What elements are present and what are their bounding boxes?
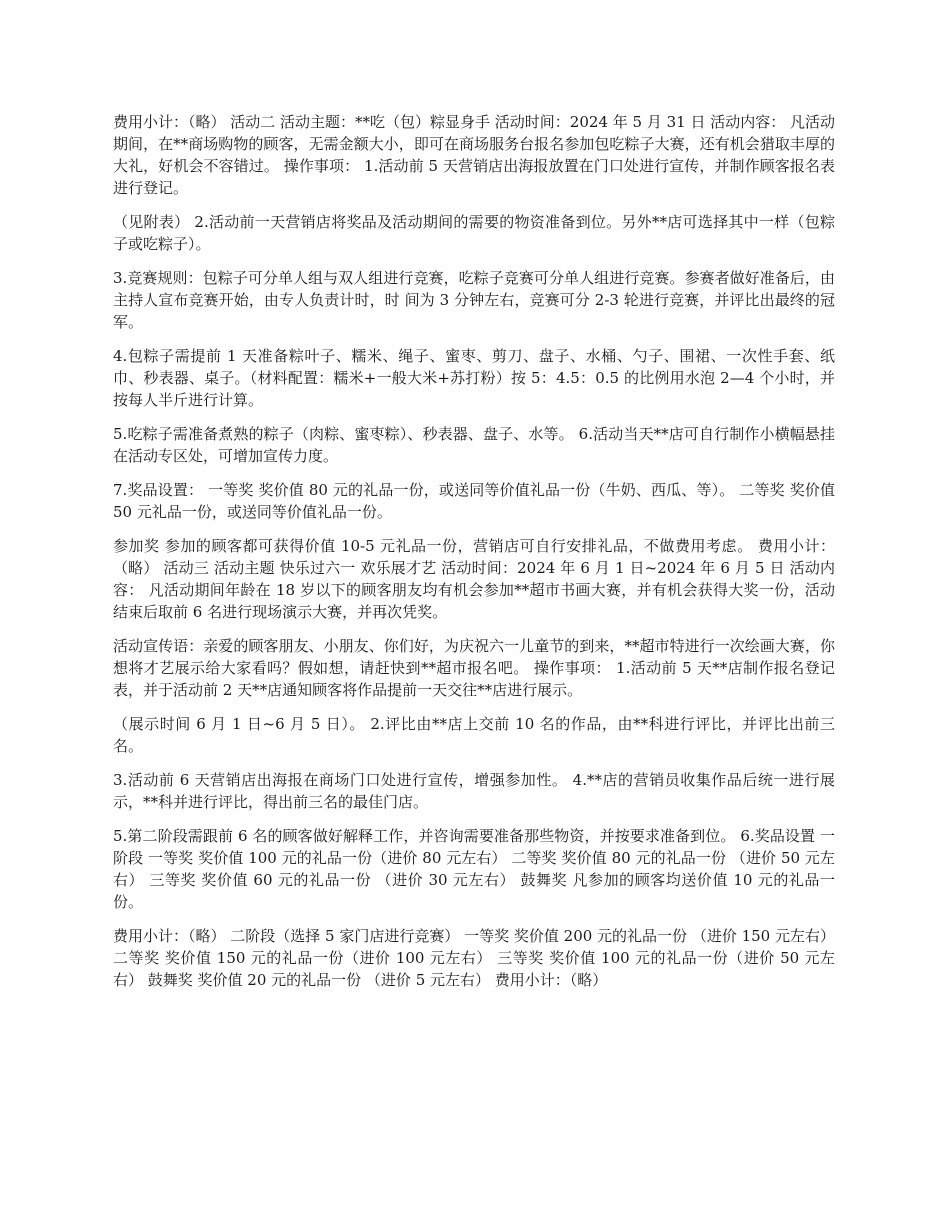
paragraph-11: 5.第二阶段需跟前 6 名的顾客做好解释工作，并咨询需要准备那些物资，并按要求准备到位。 6.奖品设置 一阶段 一等奖 奖价值 100 元的礼品一份（进价 80 元左右） 二等奖 奖价值 80 元的礼品一份 （进价 50 元左右） 三等奖 奖价值 60 元的礼品一份 （进价 30 元左右） 鼓舞奖 凡参加的顾客均送价值 10 元的礼品一份。 (113, 827, 835, 911)
paragraph-6: 7.奖品设置： 一等奖 奖价值 80 元的礼品一份，或送同等价值礼品一份（牛奶、西瓜、等）。 二等奖 奖价值 50 元礼品一份，或送同等价值礼品一份。 (113, 481, 835, 521)
paragraph-9: （展示时间 6 月 1 日~6 月 5 日）。 2.评比由**店上交前 10 名的作品，由**科进行评比，并评比出前三名。 (113, 715, 835, 755)
document-body (113, 111, 835, 1003)
paragraph-3: 3.竞赛规则：包粽子可分单人组与双人组进行竞赛，吃粽子竞赛可分单人组进行竞赛。参赛者做好准备后，由主持人宣布竞赛开始，由专人负责计时，时 间为 3 分钟左右，竞赛可分 2-3 轮进行竞赛，并评比出最终的冠军。 (113, 269, 835, 331)
paragraph-5: 5.吃粽子需准备煮熟的粽子（肉粽、蜜枣粽）、秒表器、盘子、水等。 6.活动当天**店可自行制作小横幅悬挂在活动专区处，可增加宣传力度。 (113, 425, 835, 465)
paragraph-7: 参加奖 参加的顾客都可获得价值 10-5 元礼品一份，营销店可自行安排礼品，不做费用考虑。 费用小计：（略） 活动三 活动主题 快乐过六一 欢乐展才艺 活动时间：2024 年 6 月 1 日~2024 年 6 月 5 日 活动内容： 凡活动期间年龄在 18 岁以下的顾客朋友均有机会参加**超市书画大赛，并有机会获得大奖一份，活动结束后取前 6 名进行现场演示大赛，并再次凭奖。 (113, 537, 835, 621)
paragraph-2: （见附表） 2.活动前一天营销店将奖品及活动期间的需要的物资准备到位。另外**店可选择其中一样（包粽子或吃粽子）。 (113, 213, 835, 253)
paragraph-1: 费用小计：（略） 活动二 活动主题：**吃（包）粽显身手 活动时间：2024 年 5 月 31 日 活动内容： 凡活动期间，在**商场购物的顾客，无需金额大小，即可在商场服务台报名参加包吃粽子大赛，还有机会猎取丰厚的大礼，好机会不容错过。 操作事项： 1.活动前 5 天营销店出海报放置在门口处进行宣传，并制作顾客报名表进行登记。 (113, 113, 835, 197)
paragraph-8: 活动宣传语：亲爱的顾客朋友、小朋友、你们好，为庆祝六一儿童节的到来，**超市特进行一次绘画大赛，你想将才艺展示给大家看吗？假如想，请赶快到**超市报名吧。 操作事项： 1.活动前 5 天**店制作报名登记表，并于活动前 2 天**店通知顾客将作品提前一天交往**店进行展示。 (113, 637, 835, 699)
paragraph-10: 3.活动前 6 天营销店出海报在商场门口处进行宣传，增强参加性。 4.**店的营销员收集作品后统一进行展示，**科并进行评比，得出前三名的最佳门店。 (113, 771, 835, 811)
paragraph-12: 费用小计：（略） 二阶段（选择 5 家门店进行竞赛） 一等奖 奖价值 200 元的礼品一份 （进价 150 元左右） 二等奖 奖价值 150 元的礼品一份（进价 100 元左右） 三等奖 奖价值 100 元的礼品一份（进价 50 元左右） 鼓舞奖 奖价值 20 元的礼品一份 （进价 5 元左右） 费用小计：（略） (113, 927, 835, 989)
paragraph-4: 4.包粽子需提前 1 天准备粽叶子、糯米、绳子、蜜枣、剪刀、盘子、水桶、勺子、围裙、一次性手套、纸巾、秒表器、桌子。（材料配置：糯米+一般大米+苏打粉）按 5：4.5：0.5 的比例用水泡 2—4 个小时，并按每人半斤进行计算。 (113, 347, 835, 409)
